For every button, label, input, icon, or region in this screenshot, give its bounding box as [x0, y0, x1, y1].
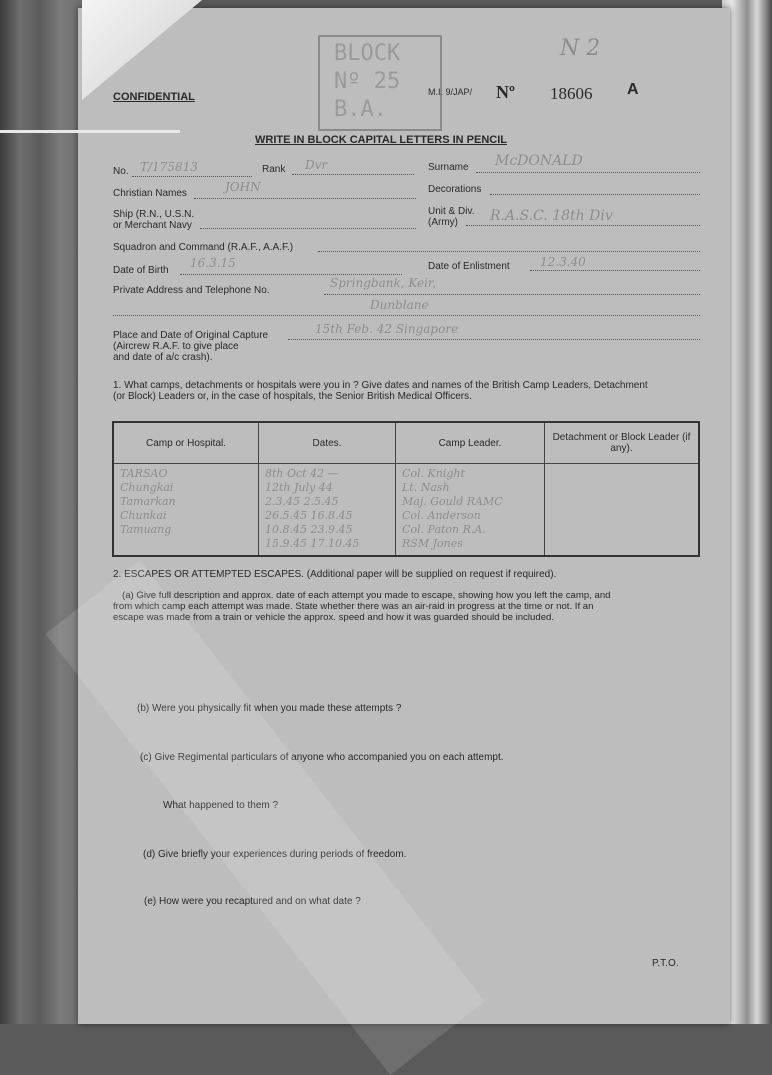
block-capitals-instruction: WRITE IN BLOCK CAPITAL LETTERS IN PENCIL: [255, 134, 507, 146]
dates-cell: 26.5.45 16.8.45: [265, 509, 353, 522]
no-value: T/175813: [140, 160, 198, 174]
stamp-line-3: B.A.: [334, 97, 387, 122]
enlistment-label: Date of Enlistment: [428, 261, 510, 272]
rank-label: Rank: [262, 164, 286, 175]
question-1-text-cont: (or Block) Leaders or, in the case of hospitals, the Senior British Medical Officers.: [113, 391, 472, 402]
rank-line: [292, 174, 414, 175]
decorations-line: [490, 194, 700, 195]
header-leader: Camp Leader.: [396, 422, 545, 464]
address-line-2: [113, 315, 700, 316]
leader-cell: Col. Anderson: [402, 509, 481, 522]
address-line-1: [324, 294, 700, 295]
mi-reference: M.I. 9/JAP/: [428, 87, 473, 97]
capture-label-3: and date of a/c crash).: [113, 352, 213, 363]
question-2-heading: 2. ESCAPES OR ATTEMPTED ESCAPES. (Additional paper will be supplied on request if required).: [113, 569, 557, 580]
ship-line: [200, 228, 416, 229]
number-symbol: Nº: [496, 82, 515, 102]
unit-line: [466, 225, 700, 226]
address-label: Private Address and Telephone No.: [113, 285, 270, 296]
question-2c: (c) Give Regimental particulars of anyone who accompanied you on each attempt.: [140, 752, 504, 763]
question-2a-line-1: (a) Give full description and approx. date of each attempt you made to escape, showing how you left the camp, and: [122, 590, 611, 601]
question-2a-line-2: from which camp each attempt was made. State whether there was an air-raid in progress at the time or not. If an: [113, 601, 594, 612]
unit-label-2: (Army): [428, 217, 458, 228]
dates-cell: 10.8.45 23.9.45: [265, 523, 353, 536]
dates-cell: 15.9.45 17.10.45: [265, 537, 360, 550]
camp-table: [112, 421, 700, 557]
enlistment-line: [530, 270, 700, 271]
christian-names-value: JOHN: [225, 180, 261, 194]
camp-cell: Chungkai: [120, 481, 174, 494]
leader-cell: Maj. Gould RAMC: [402, 495, 503, 508]
ship-label-1: Ship (R.N., U.S.N.: [113, 209, 195, 220]
dates-cell: 12th July 44: [265, 481, 333, 494]
serial-suffix: A: [627, 81, 639, 98]
serial-number: 18606: [550, 84, 593, 103]
pto-label: P.T.O.: [652, 958, 679, 969]
christian-names-label: Christian Names: [113, 188, 187, 199]
question-1-text: 1. What camps, detachments or hospitals were you in ? Give dates and names of the British Camp Leaders, Detachment: [113, 380, 648, 391]
squadron-line: [318, 251, 700, 252]
dob-label: Date of Birth: [113, 265, 169, 276]
question-2a-line-3: escape was made from a train or vehicle the approx. speed and how it was guarded should be included.: [113, 612, 555, 623]
camp-table-body: [113, 464, 699, 557]
surname-label: Surname: [428, 162, 469, 173]
dob-value: 16.3.15: [190, 256, 236, 270]
detachment-column: [545, 464, 700, 557]
unit-value: R.A.S.C. 18th Div: [490, 208, 613, 224]
ship-label-2: or Merchant Navy: [113, 220, 192, 231]
camp-column: [113, 464, 259, 557]
address-value-2: Dunblane: [370, 298, 429, 312]
camp-cell: Tamuang: [120, 523, 172, 536]
question-2c-followup: What happened to them ?: [163, 800, 279, 811]
capture-value: 15th Feb. 42 Singapore: [315, 322, 459, 336]
question-2b: (b) Were you physically fit when you made these attempts ?: [137, 703, 402, 714]
question-2e: (e) How were you recaptured and on what date ?: [144, 896, 361, 907]
tag-string: [0, 130, 180, 133]
leader-cell: RSM Jones: [402, 537, 463, 550]
enlistment-value: 12.3.40: [540, 255, 586, 269]
camp-table-header: [113, 422, 699, 464]
surname-line: [476, 172, 700, 173]
leader-cell: Col. Paton R.A.: [402, 523, 486, 536]
address-value-1: Springbank, Keir,: [330, 276, 437, 290]
capture-label-1: Place and Date of Original Capture: [113, 330, 269, 341]
leader-column: [396, 464, 545, 557]
stamp-line-2: Nº 25: [334, 69, 401, 94]
no-label: No.: [113, 166, 129, 177]
dob-line: [180, 274, 402, 275]
corner-annotation: N 2: [560, 36, 601, 61]
christian-names-line: [194, 198, 416, 199]
squadron-label: Squadron and Command (R.A.F., A.A.F.): [113, 242, 294, 253]
capture-label-2: (Aircrew R.A.F. to give place: [113, 341, 239, 352]
dates-cell: 8th Oct 42 —: [265, 467, 339, 480]
block-stamp: [318, 35, 442, 131]
capture-line: [288, 339, 700, 340]
dates-cell: 2.3.45 2.5.45: [265, 495, 339, 508]
header-dates: Dates.: [259, 422, 396, 464]
dates-column: [259, 464, 396, 557]
leader-cell: Lt. Nash: [402, 481, 450, 494]
confidential-label: CONFIDENTIAL: [113, 91, 195, 103]
header-detachment: Detachment or Block Leader (if any).: [545, 422, 700, 464]
rank-value: Dvr: [305, 158, 328, 172]
unit-label-1: Unit & Div.: [428, 206, 475, 217]
question-2d: (d) Give briefly your experiences during periods of freedom.: [143, 849, 407, 860]
decorations-label: Decorations: [428, 184, 482, 195]
no-line: [132, 176, 252, 177]
camp-cell: Chunkai: [120, 509, 167, 522]
leader-cell: Col. Knight: [402, 467, 465, 480]
camp-cell: Tamarkan: [120, 495, 176, 508]
camp-cell: TARSAO: [120, 467, 168, 480]
stamp-line-1: BLOCK: [334, 41, 401, 66]
header-camp: Camp or Hospital.: [113, 422, 259, 464]
surname-value: McDONALD: [495, 153, 583, 169]
